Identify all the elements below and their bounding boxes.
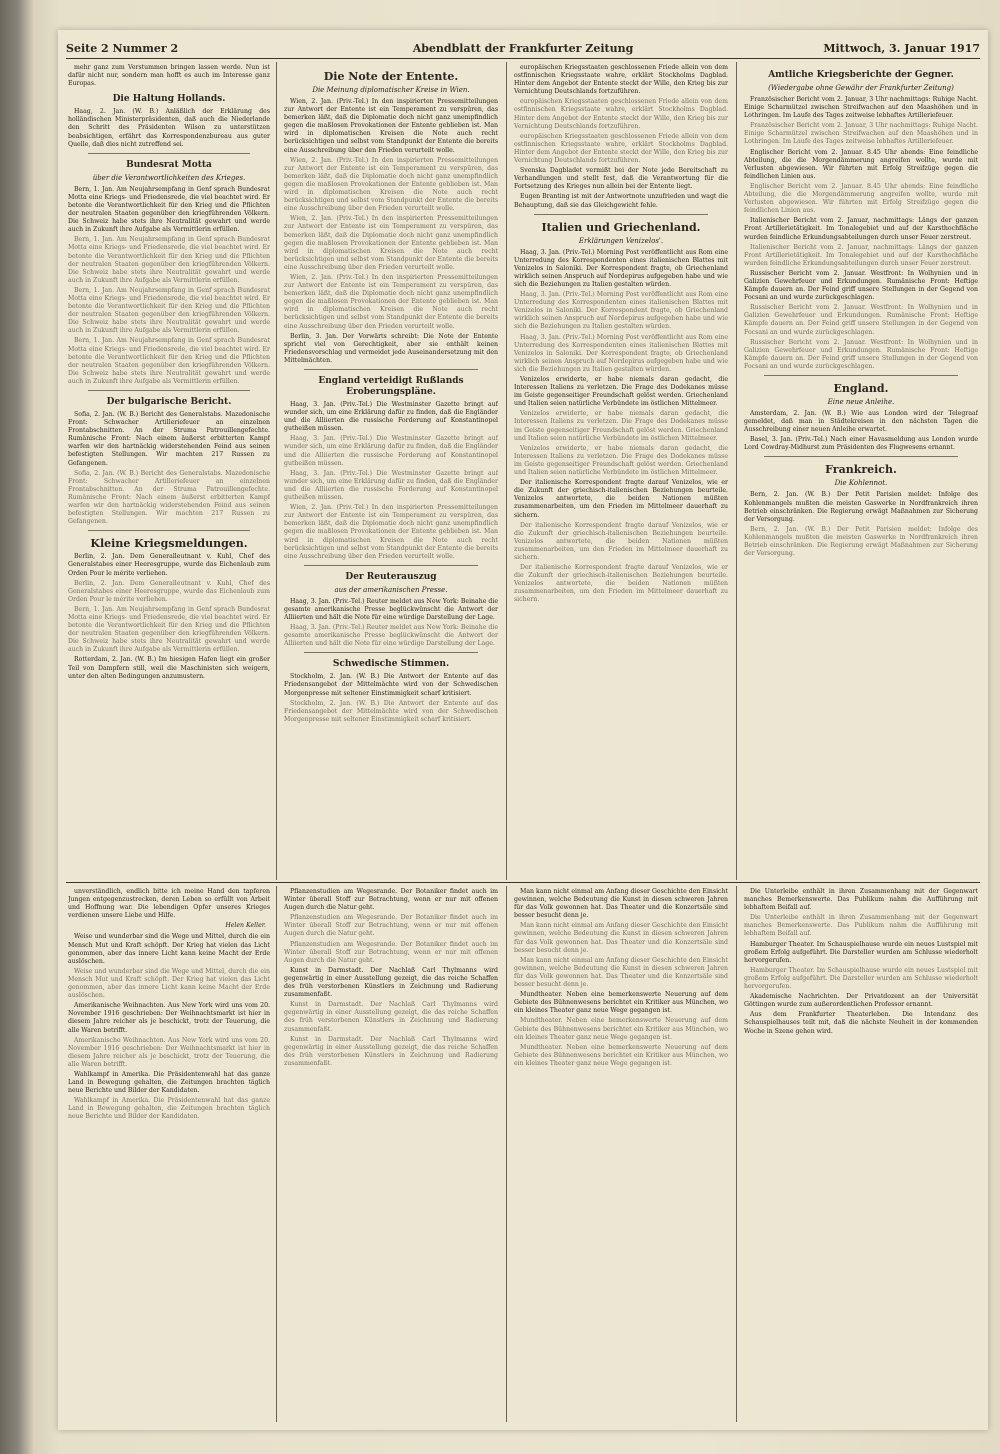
feuilleton-rule (66, 882, 980, 883)
feuilleton-column-4 (744, 888, 978, 1422)
article-body: Der italienische Korrespondent fragte darauf Venizelos, wie er die Zukunft der griechisch-italienischen Beziehungen beurteile. Venizelos antwortete, die beiden Nationen müßten zusammenarbeiten, um den Frieden im Mittelmeer dauerhaft zu sichern. (514, 479, 728, 519)
separator (304, 652, 478, 653)
article-body: Haag, 3. Jan. (Priv.-Tel.) Die Westminster Gazette bringt auf wunder sich, um eine Erklärung dafür zu finden, daß die Engländer und die Alliierten die russische Forderung auf Konstantinopel gutheißen müssen. (284, 435, 498, 467)
feuilleton-text: Wahlkampf in Amerika. Die Präsidentenwahl hat das ganze Land in Bewegung gehalten, die Zeitungen brachten täglich neue Berichte und Bilder der Kandidaten. (68, 1097, 270, 1121)
separator (304, 565, 478, 566)
column-1 (68, 64, 270, 878)
article-body: Wien, 2. Jan. (Priv.-Tel.) In den inspirierten Pressemitteilungen zur Antwort der Entente ist ein Temperament zu verspüren, das bemerken läßt, daß die Diplomatie doch nicht ganz unempfindlich gegen die maßlosen Provokationen der Entente geblieben ist. Man wird in diplomatischen Kreisen die Note auch recht berücksichtigen und selbst vom Standpunkt der Entente die bereits eine Ausschreibung über den Frieden verurteilt wolle. (284, 273, 498, 330)
article-body: Englischer Bericht vom 2. Januar. 8.45 Uhr abends: Eine feindliche Abteilung, die die Morgendämmerung angreifen wollte, wurde mit Verlusten abgewiesen. Wir führten mit Erfolg Streifzüge gegen die feindlichen Linien aus. (744, 182, 978, 215)
article-body: Venizelos erwiderte, er habe niemals daran gedacht, die Interessen Italiens zu verletzen. Die Frage des Dodekanes müsse im Geiste gegenseitiger Freundschaft gelöst werden. Griechenland und Italien seien natürliche Verbündete im östlichen Mittelmeer. (514, 410, 728, 442)
feuilleton-text: Akademische Nachrichten. Der Privatdozent an der Universität Göttingen wurde zum außerordentlichen Professor ernannt. (744, 993, 978, 1009)
article-body: Svenska Dagbladet vermißt bei der Note jede Bereitschaft zu Verhandlungen und stellt fest, daß die Verantwortung für die Fortsetzung des Krieges nun allein bei der Entente liegt. (514, 167, 728, 191)
feuilleton-text: Wahlkampf in Amerika. Die Präsidentenwahl hat das ganze Land in Bewegung gehalten, die Zeitungen brachten täglich neue Berichte und Bilder der Kandidaten. (68, 1070, 270, 1095)
newspaper-title: Abendblatt der Frankfurter Zeitung (412, 42, 634, 55)
article-body: Italienischer Bericht vom 2. Januar, nachmittags: Längs der ganzen Front Artillerietätigkeit. Im Tonalegebiet und auf der Karsthochfläche wurden feindliche Erkundungsabteilungen durch unser Feuer zerstreut. (744, 217, 978, 241)
column-rule (276, 886, 277, 1422)
article-body: Bern, 1. Jan. Am Neujahrsempfang in Genf sprach Bundesrat Motta eine Kriegs- und Friedensrede, die viel beachtet wird. Er betonte die Verantwortlichkeit für den Krieg und die Pflichten der neutralen Staaten gegenüber den kriegführenden Völkern. Die Schweiz habe stets ihre Neutralität gewahrt und werde auch in Zukunft ihre Aufgabe als Vermittlerin erfüllen. (68, 236, 270, 284)
article-body: Haag, 3. Jan. (Priv.-Tel.) Morning Post veröffentlicht aus Rom eine Unterredung des Korrespondenten eines italienischen Blattes mit Venizelos in Saloniki. Der Korrespondent fragte, ob Griechenland wirklich seinen Anspruch auf Nordepirus aufgegeben habe und wie sich die Beziehungen zu Italien gestalten würden. (514, 248, 728, 288)
column-3 (514, 64, 728, 878)
article-body: Bern, 1. Jan. Am Neujahrsempfang in Genf sprach Bundesrat Motta eine Kriegs- und Friedensrede, die viel beachtet wird. Er betonte die Verantwortlichkeit für den Krieg und die Pflichten der neutralen Staaten gegenüber den kriegführenden Völkern. Die Schweiz habe stets ihre Neutralität gewahrt und werde auch in Zukunft ihre Aufgabe als Vermittlerin erfüllen. (68, 337, 270, 385)
article-body: Venizelos erwiderte, er habe niemals daran gedacht, die Interessen Italiens zu verletzen. Die Frage des Dodekanes müsse im Geiste gegenseitiger Freundschaft gelöst werden. Griechenland und Italien seien natürliche Verbündete im östlichen Mittelmeer. (514, 376, 728, 408)
article-body: Haag, 3. Jan. (Priv.-Tel.) Morning Post veröffentlicht aus Rom eine Unterredung des Korrespondenten eines italienischen Blattes mit Venizelos in Saloniki. Der Korrespondent fragte, ob Griechenland wirklich seinen Anspruch auf Nordepirus aufgegeben habe und wie sich die Beziehungen zu Italien gestalten würden. (514, 333, 728, 373)
article-body: Haag, 3. Jan. (Priv.-Tel.) Reuter meldet aus New York: Beinahe die gesamte amerikanische Presse beglückwünscht die Antwort der Alliierten und hält die Note für eine würdige Darstellung der Lage. (284, 597, 498, 621)
article-body: Rotterdam, 2. Jan. (W. B.) Im hiesigen Hafen liegt ein großer Teil von Dampfern still, weil die Maschinisten sich weigern, unter den alten Bedingungen anzumustern. (68, 656, 270, 680)
feuilleton-text: Pflanzenstudien am Wegesrande. Der Botaniker findet auch im Winter überall Stoff zur Betrachtung, wenn er nur mit offenen Augen durch die Natur geht. (284, 888, 498, 912)
separator (764, 375, 958, 376)
separator (304, 369, 478, 370)
subheadline-disclaimer: (Wiedergabe ohne Gewähr der Frankfurter Zeitung) (768, 84, 954, 92)
article-body: Französischer Bericht vom 2. Januar, 3 Uhr nachmittags: Ruhige Nacht. Einige Scharmützel zwischen Streifwachen auf den Maashöhen und in Lothringen. Im Laufe des Tages zeitweise lebhaftes Artilleriefeuer. (744, 122, 978, 146)
separator (534, 214, 708, 215)
column-rule (276, 62, 277, 880)
headline-swedish-voices: Schwedische Stimmen. (332, 659, 450, 670)
feuilleton-column-2 (284, 888, 498, 1422)
article-body: Basel, 3. Jan. (Priv.-Tel.) Nach einer Havasmeldung aus London wurde Lord Cowdray-Midhurst zum Präsidenten des Flugwesens ernannt. (744, 436, 978, 452)
subheadline-vienna: Die Meinung diplomatischer Kreise in Wien. (312, 86, 470, 94)
feuilleton-text: Amerikanische Weihnachten. Aus New York wird uns vom 20. November 1916 geschrieben: Der Weihnachtsmarkt ist hier in diesem Jahre reicher als je beschickt, trotz der Teuerung, die alle Waren betrifft. (68, 1036, 270, 1068)
subheadline-american-press: aus der amerikanischen Presse. (334, 585, 448, 594)
feuilleton-text: Man kann nicht einmal am Anfang dieser Geschichte den Einsicht gewinnen, welche Bedeutung die Kunst in diesen schweren Jahren für das Volk gewonnen hat. Das Theater und die Konzertsäle sind besser besucht denn je. (514, 956, 728, 989)
issue-date: Mittwoch, 3. Januar 1917 (823, 42, 980, 55)
headline-england: England. (833, 382, 889, 395)
feuilleton-text: Weise und wunderbar sind die Wege und Mittel, durch die ein Mensch Mut und Kraft schöpft. Der Krieg hat vielen das Licht genommen, aber das innere Licht kann keine Macht der Erde auslöschen. (68, 933, 270, 965)
headline-reuter: Der Reuterauszug (345, 571, 437, 582)
feuilleton-text: Mundtheater. Neben eine bemerkenswerte Neuerung auf dem Gebiete des Bühnenwesens berichtet ein Kritiker aus München, wo ein kleines Theater ganz neue Wege gegangen ist. (514, 991, 728, 1015)
feuilleton-text: Man kann nicht einmal am Anfang dieser Geschichte den Einsicht gewinnen, welche Bedeutung die Kunst in diesen schweren Jahren für das Volk gewonnen hat. Das Theater und die Konzertsäle sind besser besucht denn je. (514, 888, 728, 920)
feuilleton-text: Kunst in Darmstadt. Der Nachlaß Carl Thylmanns wird gegenwärtig in einer Ausstellung gezeigt, die das reiche Schaffen des früh verstorbenen Künstlers in Zeichnung und Radierung zusammenfaßt. (284, 966, 498, 999)
feuilleton-text: Man kann nicht einmal am Anfang dieser Geschichte den Einsicht gewinnen, welche Bedeutung die Kunst in diesen schweren Jahren für das Volk gewonnen hat. Das Theater und die Konzertsäle sind besser besucht denn je. (514, 922, 728, 954)
subheadline-venizelos: Erklärungen Venizelos'. (578, 236, 664, 245)
separator (764, 456, 958, 457)
feuilleton-text: Die Unterleibe enthält in ihren Zusammenhang mit der Gegenwart manches Bemerkenswerte. Das Publikum nahm die Aufführung mit lebhaftem Beifall auf. (744, 914, 978, 938)
feuilleton-text: Die Unterleibe enthält in ihren Zusammenhang mit der Gegenwart manches Bemerkenswerte. Das Publikum nahm die Aufführung mit lebhaftem Beifall auf. (744, 888, 978, 912)
article-body: Venizelos erwiderte, er habe niemals daran gedacht, die Interessen Italiens zu verletzen. Die Frage des Dodekanes müsse im Geiste gegenseitiger Freundschaft gelöst werden. Griechenland und Italien seien natürliche Verbündete im östlichen Mittelmeer. (514, 444, 728, 477)
column-rule (736, 62, 737, 880)
feuilleton-text: Hamburger Theater. Im Schauspielhause wurde ein neues Lustspiel mit großem Erfolg aufgeführt. Die Darsteller wurden am Schlusse wiederholt hervorgerufen. (744, 940, 978, 964)
feuilleton-text: Kunst in Darmstadt. Der Nachlaß Carl Thylmanns wird gegenwärtig in einer Ausstellung gezeigt, die das reiche Schaffen des früh verstorbenen Künstlers in Zeichnung und Radierung zusammenfaßt. (284, 1001, 498, 1033)
article-body: europäischen Kriegsstaaten geschlossenen Friede allein von dem ostfinnischen Kriegsstaate wahre, erklärt Stockholms Dagblad. Hinter dem Angebot der Entente steckt der Wille, den Krieg bis zur Vernichtung Deutschlands fortzuführen. (514, 98, 728, 130)
article-body: Stockholm, 2. Jan. (W. B.) Die Antwort der Entente auf das Friedensangebot der Mittelmächte wird von der Schwedischen Morgenpresse mit seltener Einstimmigkeit scharf kritisiert. (284, 699, 498, 723)
article-body: Englischer Bericht vom 2. Januar. 8.45 Uhr abends: Eine feindliche Abteilung, die die Morgendämmerung angreifen wollte, wurde mit Verlusten abgewiesen. Wir führten mit Erfolg Streifzüge gegen die feindlichen Linien aus. (744, 148, 978, 180)
feuilleton-text: Mundtheater. Neben eine bemerkenswerte Neuerung auf dem Gebiete des Bühnenwesens berichtet ein Kritiker aus München, wo ein kleines Theater ganz neue Wege gegangen ist. (514, 1017, 728, 1041)
article-body: Französischer Bericht vom 2. Januar, 3 Uhr nachmittags: Ruhige Nacht. Einige Scharmützel zwischen Streifwachen auf den Maashöhen und in Lothringen. Im Laufe des Tages zeitweise lebhaftes Artilleriefeuer. (744, 96, 978, 120)
headline-entente-note: Die Note der Entente. (323, 70, 459, 83)
article-body: Berlin, 3. Jan. Der Vorwärts schreibt: Die Note der Entente spricht viel von Gerechtigkeit, aber sie enthält keinen Friedensvorschlag und vermeidet jede Auseinandersetzung mit den Mittelmächten. (284, 332, 498, 364)
subheadline-loan: Eine neue Anleihe. (827, 398, 895, 406)
article-body: Wien, 2. Jan. (Priv.-Tel.) In den inspirierten Pressemitteilungen zur Antwort der Entente ist ein Temperament zu verspüren, das bemerken läßt, daß die Diplomatie doch nicht ganz unempfindlich gegen die maßlosen Provokationen der Entente geblieben ist. Man wird in diplomatischen Kreisen die Note auch recht berücksichtigen und selbst vom Standpunkt der Entente die bereits eine Ausschreibung über den Frieden verurteilt wolle. (284, 156, 498, 213)
headline-italy-greece: Italien und Griechenland. (541, 220, 701, 234)
article-body: Bern, 2. Jan. (W. B.) Der Petit Parisien meldet: Infolge des Kohlenmangels mußten die meisten Gaswerke in Nordfrankreich ihren Betrieb einschränken. Die Regierung erwägt Maßnahmen zur Sicherung der Versorgung. (744, 491, 978, 523)
article-body: Amsterdam, 2. Jan. (W. B.) Wie aus London wird der Telegraaf gemeldet, daß man in Städtekreisen in den nächsten Tagen die Ausschreibung einer neuen Anleihe erwartet. (744, 410, 978, 434)
feuilleton-text: Hamburger Theater. Im Schauspielhause wurde ein neues Lustspiel mit großem Erfolg aufgeführt. Die Darsteller wurden am Schlusse wiederholt hervorgerufen. (744, 966, 978, 991)
article-body: europäischen Kriegsstaaten geschlossenen Friede allein von dem ostfinnischen Kriegsstaate wahre, erklärt Stockholms Dagblad. Hinter dem Angebot der Entente steckt der Wille, den Krieg bis zur Vernichtung Deutschlands fortzuführen. (514, 64, 728, 96)
article-body: Haag, 3. Jan. (Priv.-Tel.) Reuter meldet aus New York: Beinahe die gesamte amerikanische Presse beglückwünscht die Antwort der Alliierten und hält die Note für eine würdige Darstellung der Lage. (284, 624, 498, 648)
article-body: Haag, 3. Jan. (Priv.-Tel.) Die Westminster Gazette bringt auf wunder sich, um eine Erklärung dafür zu finden, daß die Engländer und die Alliierten die russische Forderung auf Konstantinopel gutheißen müssen. (284, 469, 498, 502)
article-body: europäischen Kriegsstaaten geschlossenen Friede allein von dem ostfinnischen Kriegsstaate wahre, erklärt Stockholms Dagblad. Hinter dem Angebot der Entente steckt der Wille, den Krieg bis zur Vernichtung Deutschlands fortzuführen. (514, 132, 728, 165)
separator (88, 153, 250, 154)
newspaper-page (58, 30, 988, 1430)
feuilleton-text: Pflanzenstudien am Wegesrande. Der Botaniker findet auch im Winter überall Stoff zur Betrachtung, wenn er nur mit offenen Augen durch die Natur geht. (284, 940, 498, 964)
page-number: Seite 2 Nummer 2 (66, 42, 179, 55)
article-body: Eugen Branting ist mit der Antwortnote unzufrieden und wagt die Behauptung, daß sie das Gleichgewicht fehle. (514, 193, 728, 209)
article-body: Haag, 3. Jan. (Priv.-Tel.) Die Westminster Gazette bringt auf wunder sich, um eine Erklärung dafür zu finden, daß die Engländer und die Alliierten die russische Forderung auf Konstantinopel gutheißen müssen. (284, 401, 498, 433)
headline-england-russia: England verteidigt Rußlands Eroberungspläne. (318, 376, 464, 397)
feuilleton-text: Amerikanische Weihnachten. Aus New York wird uns vom 20. November 1916 geschrieben: Der Weihnachtsmarkt ist hier in diesem Jahre reicher als je beschickt, trotz der Teuerung, die alle Waren betrifft. (68, 1002, 270, 1034)
article-body: Berlin, 2. Jan. Dem Generalleutnant v. Kuhl, Chef des Generalstabes einer Heeresgruppe, wurde das Eichenlaub zum Orden Pour le mérite verliehen. (68, 553, 270, 577)
column-2 (284, 64, 498, 878)
article-body: Wien, 2. Jan. (Priv.-Tel.) In den inspirierten Pressemitteilungen zur Antwort der Entente ist ein Temperament zu verspüren, das bemerken läßt, daß die Diplomatie doch nicht ganz unempfindlich gegen die maßlosen Provokationen der Entente geblieben ist. Man wird in diplomatischen Kreisen die Note auch recht berücksichtigen und selbst vom Standpunkt der Entente die bereits eine Ausschreibung über den Frieden verurteilt wolle. (284, 215, 498, 271)
article-body: Der italienische Korrespondent fragte darauf Venizelos, wie er die Zukunft der griechisch-italienischen Beziehungen beurteile. Venizelos antwortete, die beiden Nationen müßten zusammenarbeiten, um den Frieden im Mittelmeer dauerhaft zu sichern. (514, 564, 728, 604)
article-body: Russischer Bericht vom 2. Januar. Westfront: In Wolhynien und in Galizien Gewehrfeuer und Erkundungen. Rumänische Front: Heftige Kämpfe dauern an. Der Feind griff unsere Stellungen in der Gegend von Focsani an und wurde zurückgeschlagen. (744, 338, 978, 370)
feuilleton-text: Pflanzenstudien am Wegesrande. Der Botaniker findet auch im Winter überall Stoff zur Betrachtung, wenn er nur mit offenen Augen durch die Natur geht. (284, 914, 498, 938)
headline-holland: Die Haltung Hollands. (112, 94, 226, 105)
feuilleton-text: Kunst in Darmstadt. Der Nachlaß Carl Thylmanns wird gegenwärtig in einer Ausstellung gezeigt, die das reiche Schaffen des früh verstorbenen Künstlers in Zeichnung und Radierung zusammenfaßt. (284, 1035, 498, 1067)
feuilleton-text: Weise und wunderbar sind die Wege und Mittel, durch die ein Mensch Mut und Kraft schöpft. Der Krieg hat vielen das Licht genommen, aber das innere Licht kann keine Macht der Erde auslöschen. (68, 967, 270, 1000)
headline-enemy-reports: Amtliche Kriegsberichte der Gegner. (768, 70, 954, 80)
column-rule (736, 886, 737, 1422)
article-body: Bern, 1. Jan. Am Neujahrsempfang in Genf sprach Bundesrat Motta eine Kriegs- und Friedensrede, die viel beachtet wird. Er betonte die Verantwortlichkeit für den Krieg und die Pflichten der neutralen Staaten gegenüber den kriegführenden Völkern. Die Schweiz habe stets ihre Neutralität gewahrt und werde auch in Zukunft ihre Aufgabe als Vermittlerin erfüllen. (68, 605, 270, 654)
article-body: Haag, 3. Jan. (Priv.-Tel.) Morning Post veröffentlicht aus Rom eine Unterredung des Korrespondenten eines italienischen Blattes mit Venizelos in Saloniki. Der Korrespondent fragte, ob Griechenland wirklich seinen Anspruch auf Nordepirus aufgegeben habe und wie sich die Beziehungen zu Italien gestalten würden. (514, 291, 728, 331)
article-body: Sofia, 2. Jan. (W. B.) Bericht des Generalstabs. Mazedonische Front: Schwacher Artilleriefeuer an einzelnen Frontabschnitten. An der Struma Patrouillengefechte. Rumänische Front: Nach einem äußerst erbitterten Kampf warfen wir den hartnäckig widerstehenden Feind aus seinen befestigten Stellungen. Wir machten 217 Russen zu Gefangenen. (68, 469, 270, 526)
feuilleton-column-3 (514, 888, 728, 1422)
article-body: Italienischer Bericht vom 2. Januar, nachmittags: Längs der ganzen Front Artillerietätigkeit. Im Tonalegebiet und auf der Karsthochfläche wurden feindliche Erkundungsabteilungen durch unser Feuer zerstreut. (744, 243, 978, 267)
article-body: Bern, 1. Jan. Am Neujahrsempfang in Genf sprach Bundesrat Motta eine Kriegs- und Friedensrede, die viel beachtet wird. Er betonte die Verantwortlichkeit für den Krieg und die Pflichten der neutralen Staaten gegenüber den kriegführenden Völkern. Die Schweiz habe stets ihre Neutralität gewahrt und werde auch in Zukunft ihre Aufgabe als Vermittlerin erfüllen. (68, 185, 270, 234)
feuilleton-text: Aus dem Frankfurter Theaterleben. Die Intendanz des Schauspielhauses teilt mit, daß die nächste Neuheit in der kommenden Woche in Szene gehen wird. (744, 1011, 978, 1035)
feuilleton-text: unverständlich, endlich bitte ich meine Hand den tapferen Jungen entgegenzustrecken, deren Leben so erfüllt von Arbeit und Hoffnung war. Die lebendigen Opfer unseres Krieges verdienen unsere Liebe und Hilfe. (68, 888, 270, 920)
subheadline-coal-shortage: Die Kohlennot. (834, 479, 888, 488)
separator (88, 530, 250, 531)
article-body: Berlin, 2. Jan. Dem Generalleutnant v. Kuhl, Chef des Generalstabes einer Heeresgruppe, wurde das Eichenlaub zum Orden Pour le mérite verliehen. (68, 579, 270, 603)
separator (88, 390, 250, 391)
feuilleton-text: Mundtheater. Neben eine bemerkenswerte Neuerung auf dem Gebiete des Bühnenwesens berichtet ein Kritiker aus München, wo ein kleines Theater ganz neue Wege gegangen ist. (514, 1043, 728, 1067)
headline-france: Frankreich. (825, 463, 897, 477)
article-body: Russischer Bericht vom 2. Januar. Westfront: In Wolhynien und in Galizien Gewehrfeuer und Erkundungen. Rumänische Front: Heftige Kämpfe dauern an. Der Feind griff unsere Stellungen in der Gegend von Focsani an und wurde zurückgeschlagen. (744, 269, 978, 302)
masthead (66, 38, 980, 59)
article-body: Russischer Bericht vom 2. Januar. Westfront: In Wolhynien und in Galizien Gewehrfeuer und Erkundungen. Rumänische Front: Heftige Kämpfe dauern an. Der Feind griff unsere Stellungen in der Gegend von Focsani an und wurde zurückgeschlagen. (744, 304, 978, 336)
article-body: Bern, 2. Jan. (W. B.) Der Petit Parisien meldet: Infolge des Kohlenmangels mußten die meisten Gaswerke in Nordfrankreich ihren Betrieb einschränken. Die Regierung erwägt Maßnahmen zur Sicherung der Versorgung. (744, 525, 978, 558)
headline-bulgarian-report: Der bulgarische Bericht. (106, 397, 232, 407)
article-continuation: mehr ganz zum Verstummen bringen lassen werde. Nun ist dafür nicht nur, sondern man hofft es auch im Interesse ganz Europas. (68, 64, 270, 88)
signature: Helen Keller. (225, 922, 266, 930)
headline-motta: Bundesrat Motta (126, 159, 212, 170)
article-body: Wien, 2. Jan. (Priv.-Tel.) In den inspirierten Pressemitteilungen zur Antwort der Entente ist ein Temperament zu verspüren, das bemerken läßt, daß die Diplomatie doch nicht ganz unempfindlich gegen die maßlosen Provokationen der Entente geblieben ist. Man wird in diplomatischen Kreisen die Note auch recht berücksichtigen und selbst vom Standpunkt der Entente die bereits eine Ausschreibung über den Frieden verurteilt wolle. (284, 504, 498, 560)
article-body: Haag, 2. Jan. (W. B.) Anläßlich der Erklärung des holländischen Ministerpräsidenten, daß auch die Niederlande den Schritt des Präsidenten Wilson zu unterstützen beabsichtigen, erfährt das Korrespondenzbureau aus guter Quelle, daß dies nicht zutreffend sei. (68, 108, 270, 148)
subheadline-motta: über die Verantwortlichkeiten des Krieges. (92, 173, 246, 182)
feuilleton-column-1 (68, 888, 270, 1422)
article-body: Der italienische Korrespondent fragte darauf Venizelos, wie er die Zukunft der griechisch-italienischen Beziehungen beurteile. Venizelos antwortete, die beiden Nationen müßten zusammenarbeiten, um den Frieden im Mittelmeer dauerhaft zu sichern. (514, 521, 728, 561)
column-rule (506, 62, 507, 880)
article-body: Sofia, 2. Jan. (W. B.) Bericht des Generalstabs. Mazedonische Front: Schwacher Artilleriefeuer an einzelnen Frontabschnitten. An der Struma Patrouillengefechte. Rumänische Front: Nach einem äußerst erbitterten Kampf warfen wir den hartnäckig widerstehenden Feind aus seinen befestigten Stellungen. Wir machten 217 Russen zu Gefangenen. (68, 411, 270, 467)
article-body: Bern, 1. Jan. Am Neujahrsempfang in Genf sprach Bundesrat Motta eine Kriegs- und Friedensrede, die viel beachtet wird. Er betonte die Verantwortlichkeit für den Krieg und die Pflichten der neutralen Staaten gegenüber den kriegführenden Völkern. Die Schweiz habe stets ihre Neutralität gewahrt und werde auch in Zukunft ihre Aufgabe als Vermittlerin erfüllen. (68, 286, 270, 335)
article-body: Wien, 2. Jan. (Priv.-Tel.) In den inspirierten Pressemitteilungen zur Antwort der Entente ist ein Temperament zu verspüren, das bemerken läßt, daß die Diplomatie doch nicht ganz unempfindlich gegen die maßlosen Provokationen der Entente geblieben ist. Man wird in diplomatischen Kreisen die Note auch recht berücksichtigen und selbst vom Standpunkt der Entente die bereits eine Ausschreibung über den Frieden verurteilt wolle. (284, 98, 498, 154)
headline-small-war-reports: Kleine Kriegsmeldungen. (90, 537, 248, 551)
column-rule (506, 886, 507, 1422)
article-body: Stockholm, 2. Jan. (W. B.) Die Antwort der Entente auf das Friedensangebot der Mittelmächte wird von der Schwedischen Morgenpresse mit seltener Einstimmigkeit scharf kritisiert. (284, 673, 498, 697)
column-4 (744, 64, 978, 878)
